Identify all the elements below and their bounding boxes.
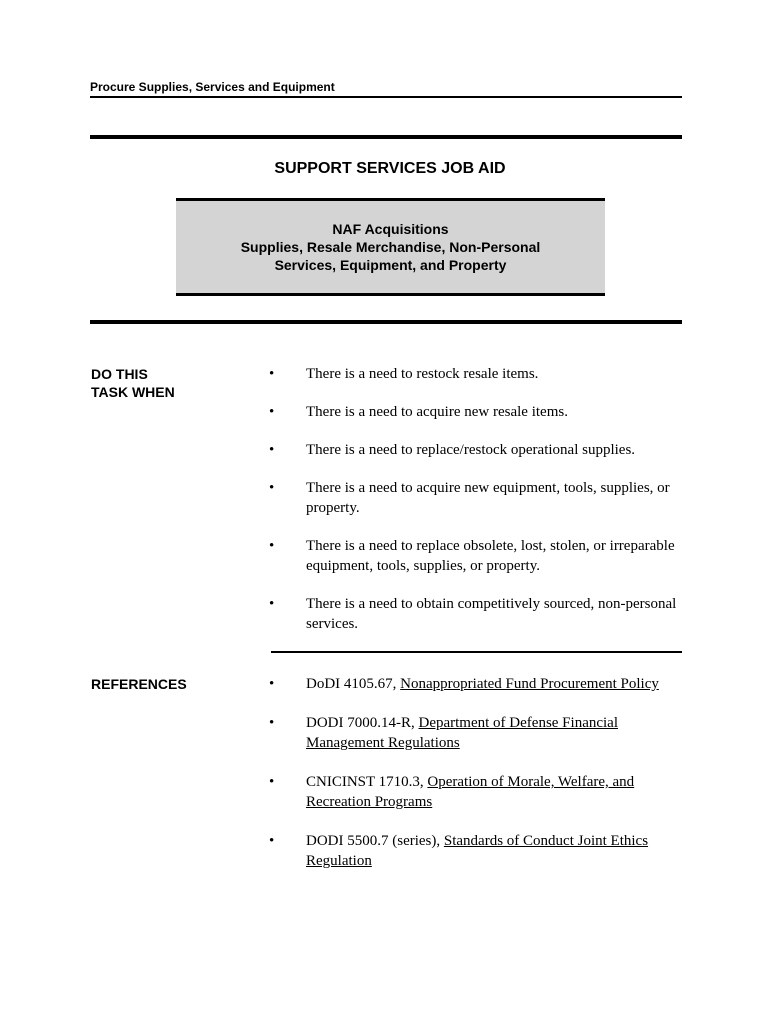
list-item bbox=[266, 594, 686, 634]
list-item-text: There is a need to restock resale items. bbox=[306, 366, 539, 382]
document-title: SUPPORT SERVICES JOB AID bbox=[274, 160, 506, 177]
bullet: • bbox=[269, 538, 275, 554]
title-box-line-3: Services, Equipment, and Property bbox=[274, 257, 507, 273]
list-item-text: There is a need to replace obsolete, lost, stolen, or irreparable equipment, tools, supplies, or property. bbox=[306, 538, 675, 574]
list-item-text: There is a need to acquire new resale items. bbox=[306, 404, 568, 420]
bullet: • bbox=[269, 774, 275, 790]
bullet: • bbox=[269, 676, 275, 692]
reference-item bbox=[266, 772, 686, 812]
references-list bbox=[266, 674, 686, 890]
section-divider bbox=[271, 651, 682, 653]
reference-prefix: DODI 7000.14-R, bbox=[306, 715, 419, 731]
list-item-text: There is a need to replace/restock operational supplies. bbox=[306, 442, 636, 458]
task-label-line-2: TASK WHEN bbox=[91, 384, 175, 400]
reference-item bbox=[266, 831, 686, 871]
reference-prefix: DODI 5500.7 (series), bbox=[306, 833, 444, 849]
bullet: • bbox=[269, 404, 275, 420]
bullet: • bbox=[269, 366, 275, 382]
task-label-line-1: DO THIS bbox=[91, 366, 148, 382]
title-top-rule bbox=[90, 135, 682, 139]
list-item bbox=[266, 536, 686, 576]
list-item bbox=[266, 440, 686, 460]
title-box bbox=[176, 198, 605, 296]
header-divider bbox=[90, 96, 682, 98]
title-box-line-2: Supplies, Resale Merchandise, Non-Personal bbox=[240, 239, 541, 255]
reference-title: Department of Defense Financial Management Regulations bbox=[306, 715, 619, 751]
title-bottom-rule bbox=[90, 320, 682, 324]
list-item bbox=[266, 478, 686, 518]
title-box-line-1: NAF Acquisitions bbox=[332, 221, 449, 237]
list-item-text: There is a need to obtain competitively sourced, non-personal services. bbox=[306, 596, 677, 632]
list-item-text: There is a need to acquire new equipment, tools, supplies, or property. bbox=[306, 480, 670, 516]
bullet: • bbox=[269, 833, 275, 849]
bullet: • bbox=[269, 480, 275, 496]
task-section-label bbox=[91, 365, 175, 401]
task-list bbox=[266, 364, 686, 652]
running-header: Procure Supplies, Services and Equipment bbox=[90, 80, 335, 94]
reference-title: Operation of Morale, Welfare, and Recreation Programs bbox=[306, 774, 635, 810]
reference-item bbox=[266, 713, 686, 753]
list-item bbox=[266, 402, 686, 422]
list-item bbox=[266, 364, 686, 384]
references-label: REFERENCES bbox=[91, 676, 187, 692]
bullet: • bbox=[269, 596, 275, 612]
reference-item bbox=[266, 674, 686, 694]
reference-prefix: DoDI 4105.67, bbox=[306, 676, 401, 692]
reference-title: Nonappropriated Fund Procurement Policy bbox=[400, 676, 659, 692]
reference-prefix: CNICINST 1710.3, bbox=[306, 774, 428, 790]
bullet: • bbox=[269, 442, 275, 458]
bullet: • bbox=[269, 715, 275, 731]
reference-title: Standards of Conduct Joint Ethics Regulation bbox=[306, 833, 649, 869]
